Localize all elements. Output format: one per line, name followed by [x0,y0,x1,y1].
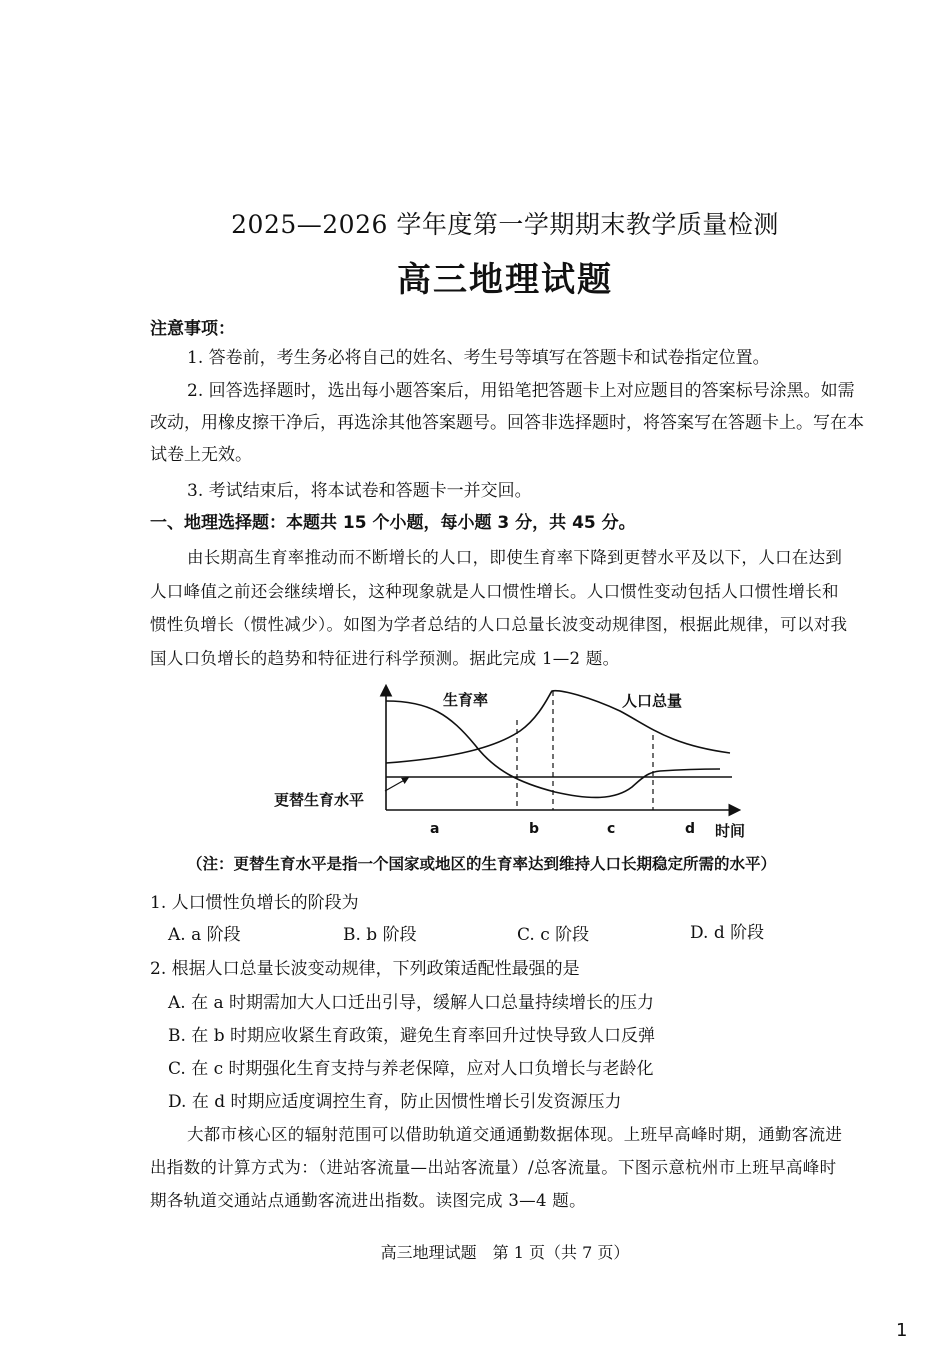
population-label: 人口总量 [622,692,683,710]
passage2-line-3: 期各轨道交通站点通勤客流进出指数。读图完成 3—4 题。 [150,1191,586,1210]
q2-option-b[interactable]: B. 在 b 时期应收紧生育政策，避免生育率回升过快导致人口反弹 [168,1026,655,1046]
time-axis-label: 时间 [715,822,746,840]
q2-option-c[interactable]: C. 在 c 时期强化生育支持与养老保障，应对人口负增长与老龄化 [168,1059,654,1079]
stage-c-label: c [607,821,616,837]
passage1-line-3: 惯性负增长（惯性减少）。如图为学者总结的人口总量长波变动规律图，根据此规律，可以对我 [150,615,848,634]
stage-b-label: b [529,821,540,837]
question-2-stem: 2. 根据人口总量长波变动规律，下列政策适配性最强的是 [150,959,580,979]
stage-a-label: a [430,821,440,837]
q2-option-a[interactable]: A. 在 a 时期需加大人口迁出引导，缓解人口总量持续增长的压力 [168,993,655,1013]
notice-item-3: 3. 考试结束后，将本试卷和答题卡一并交回。 [187,481,532,501]
notice-item-2-line-1: 2. 回答选择题时，选出每小题答案后，用铅笔把答题卡上对应题目的答案标号涂黑。如需 [187,381,855,401]
passage2-line-2: 出指数的计算方式为：（进站客流量—出站客流量）/总客流量。下图示意杭州市上班早高峰时 [150,1158,837,1177]
notice-heading: 注意事项： [150,319,235,339]
passage2-line-1: 大都市核心区的辐射范围可以借助轨道交通通勤数据体现。上班早高峰时期，通勤客流进 [187,1125,843,1144]
stage-d-label: d [685,821,696,837]
notice-item-2-line-2: 改动，用橡皮擦干净后，再选涂其他答案题号。回答非选择题时，将答案写在答题卡上。写在本 [150,413,864,433]
fertility-label: 生育率 [443,691,489,709]
q1-option-a[interactable]: A. a 阶段 [168,925,241,945]
subject-title: 高三地理试题 [397,260,613,300]
q1-option-b[interactable]: B. b 阶段 [343,925,417,945]
question-1-stem: 1. 人口惯性负增长的阶段为 [150,893,359,913]
page-number: 1 [896,1320,908,1341]
replacement-pointer [385,778,408,791]
exam-title: 2025—2026 学年度第一学期期末教学质量检测 [231,210,779,239]
figure-note: （注：更替生育水平是指一个国家或地区的生育率达到维持人口长期稳定所需的水平） [187,855,777,873]
section-heading: 一、地理选择题：本题共 15 个小题，每小题 3 分，共 45 分。 [150,513,636,533]
passage1-line-4: 国人口负增长的趋势和特征进行科学预测。据此完成 1—2 题。 [150,649,620,668]
q1-option-c[interactable]: C. c 阶段 [517,925,590,945]
passage1-line-1: 由长期高生育率推动而不断增长的人口，即使生育率下降到更替水平及以下，人口在达到 [187,548,843,567]
page-footer: 高三地理试题 第 1 页（共 7 页） [380,1243,630,1262]
q1-option-d[interactable]: D. d 阶段 [690,923,765,943]
passage1-line-2: 人口峰值之前还会继续增长，这种现象就是人口惯性增长。人口惯性变动包括人口惯性增长和 [150,582,839,601]
notice-item-2-line-3: 试卷上无效。 [150,445,252,465]
q2-option-d[interactable]: D. 在 d 时期应适度调控生育，防止因惯性增长引发资源压力 [168,1092,622,1112]
notice-item-1: 1. 答卷前，考生务必将自己的姓名、考生号等填写在答题卡和试卷指定位置。 [187,348,770,368]
replacement-label: 更替生育水平 [274,791,365,809]
population-wave-diagram [260,675,770,845]
